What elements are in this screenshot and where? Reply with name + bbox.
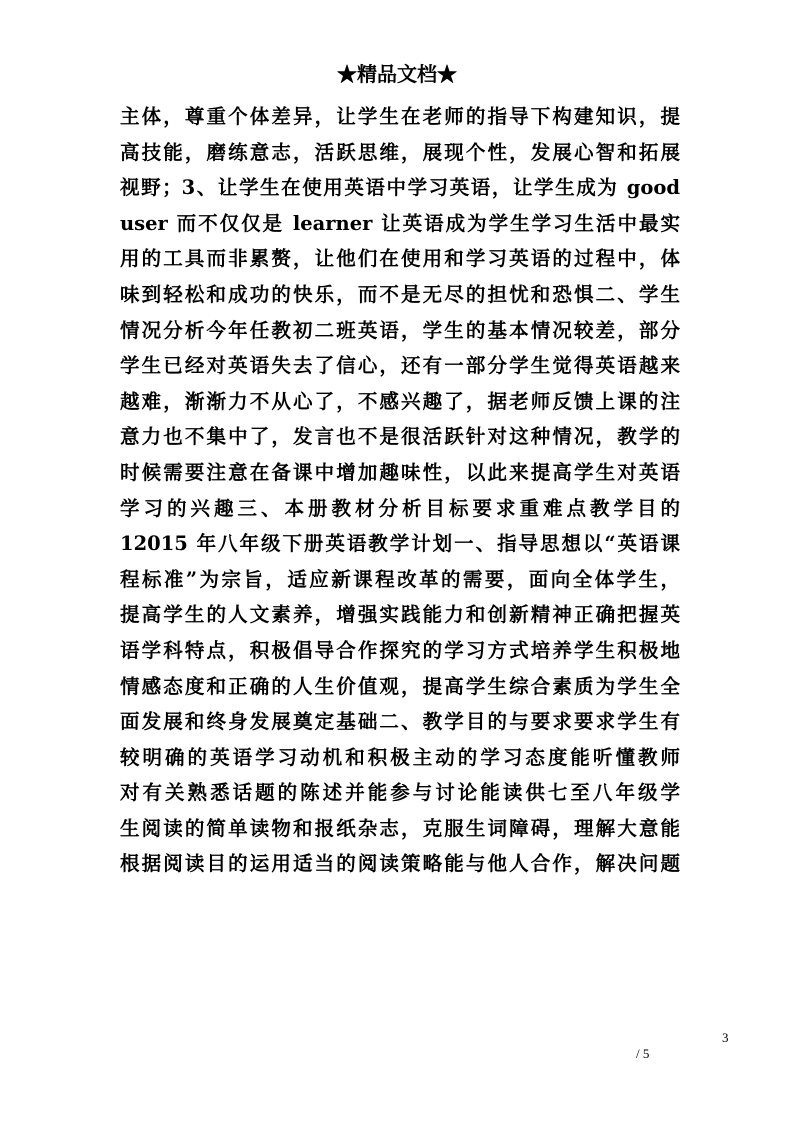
body-line: 情况分析今年任教初二班英语，学生的基本情况较差，部分 bbox=[120, 318, 680, 342]
body-line: 对有关熟悉话题的陈述并能参与讨论能读供七至八年级学 bbox=[120, 781, 680, 805]
body-line: 根据阅读目的运用适当的阅读策略能与他人合作，解决问题 bbox=[120, 852, 680, 876]
body-line: 学生已经对英语失去了信心，还有一部分学生觉得英语越来 bbox=[120, 354, 680, 378]
body-line: 用的工具而非累赘，让他们在使用和学习英语的过程中，体 bbox=[120, 247, 680, 271]
document-header: ★精品文档★ bbox=[337, 62, 457, 86]
body-line: 学习的兴趣三、本册教材分析目标要求重难点教学目的 bbox=[120, 496, 680, 520]
body-line: 味到轻松和成功的快乐，而不是无尽的担忧和恐惧二、学生 bbox=[120, 282, 680, 306]
body-line: 语学科特点，积极倡导合作探究的学习方式培养学生积极地 bbox=[120, 638, 680, 662]
body-line: 较明确的英语学习动机和积极主动的学习态度能听懂教师 bbox=[120, 745, 680, 769]
page-number: 3 bbox=[722, 1030, 729, 1045]
body-line: 越难，渐渐力不从心了，不感兴趣了，据老师反馈上课的注 bbox=[120, 389, 680, 413]
body-line: 意力也不集中了，发言也不是很活跃针对这种情况，教学的 bbox=[120, 425, 680, 449]
body-line: 生阅读的简单读物和报纸杂志，克服生词障碍，理解大意能 bbox=[120, 816, 680, 840]
body-line: 视野；3、让学生在使用英语中学习英语，让学生成为 good bbox=[120, 176, 680, 200]
body-line: 程标准”为宗旨，适应新课程改革的需要，面向全体学生， bbox=[120, 567, 680, 591]
body-line: 面发展和终身发展奠定基础二、教学目的与要求要求学生有 bbox=[120, 710, 680, 734]
body-line: 时候需要注意在备课中增加趣味性，以此来提高学生对英语 bbox=[120, 460, 680, 484]
body-line: 高技能，磨练意志，活跃思维，展现个性，发展心智和拓展 bbox=[120, 140, 680, 164]
body-line: 情感态度和正确的人生价值观，提高学生综合素质为学生全 bbox=[120, 674, 680, 698]
body-line: 12015 年八年级下册英语教学计划一、指导思想以“英语课 bbox=[120, 532, 680, 556]
page-total: / 5 bbox=[636, 1046, 650, 1061]
body-line: 提高学生的人文素养，增强实践能力和创新精神正确把握英 bbox=[120, 603, 680, 627]
body-line: 主体，尊重个体差异，让学生在老师的指导下构建知识，提 bbox=[120, 105, 680, 128]
body-line: user 而不仅仅是 learner 让英语成为学生学习生活中最实 bbox=[120, 211, 680, 235]
document-body bbox=[120, 99, 680, 882]
